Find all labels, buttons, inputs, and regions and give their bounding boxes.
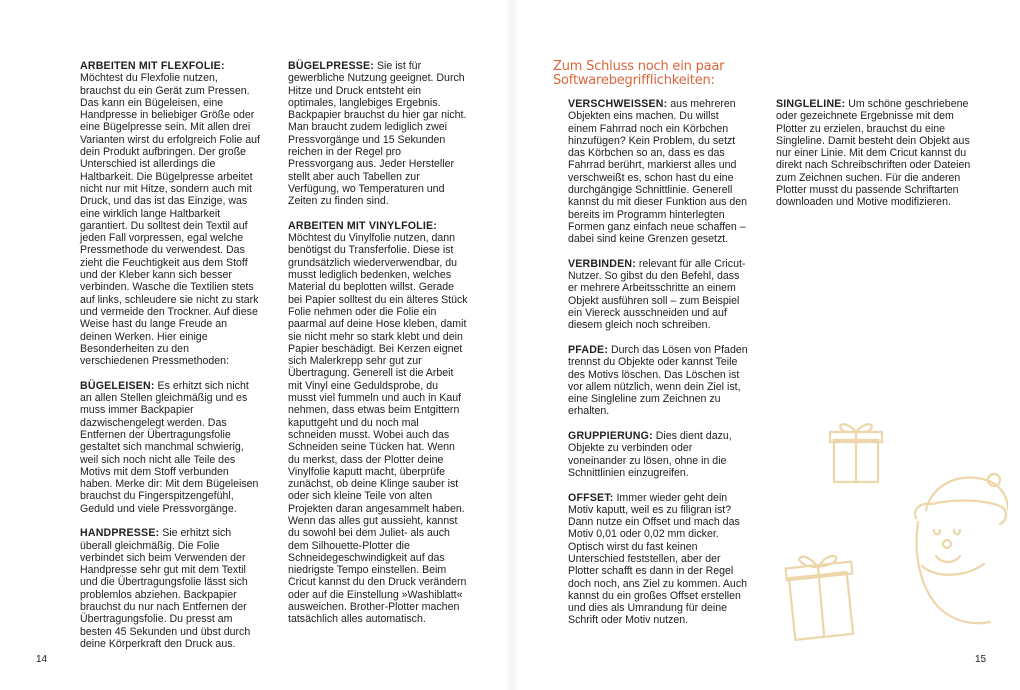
term-label: VERBINDEN: — [568, 257, 636, 270]
right-page-column-1 — [568, 98, 748, 627]
term-label: BÜGELEISEN: — [80, 379, 155, 392]
term-label: SINGLELINE: — [776, 98, 846, 110]
term-label: PFADE: — [568, 343, 609, 356]
glossary-verschweissen — [568, 98, 748, 246]
page-number-right: 15 — [975, 654, 987, 665]
glossary-verbinden — [568, 258, 748, 332]
glossary-gruppierung — [568, 430, 748, 479]
paragraph-flexfolie — [80, 60, 260, 367]
term-label: GRUPPIERUNG: — [568, 430, 653, 443]
paragraph-text: Möchtest du Vinylfolie nutzen, dann benötigst du Transferfolie. Diese ist grundsätzlich wiederverwendbar, du musst lediglich bedenken, welches Material du beplotten willst. Gerade bei Papier solltest du ein älteres Stück Folie nehmen oder die Folie ein paarmal auf deine Hose kleben, damit sie nicht mehr so stark klebt und dein Papier beschädigt. Bei Kerzen eignet sich Malerkrepp sehr gut zur Übertragung. Generell ist die Arbeit mit Vinyl eine Geduldsprobe, du musst viel fummeln und auch in Kauf nehmen, dass etwas beim Entgittern kaputtgeht und du noch mal schneiden musst. Wobei auch das Schneiden seine Tücken hat. Wenn du merkst, dass der Plotter deine Vinylfolie kaputt macht, überprüfe zunächst, ob deine Klinge sauber ist oder sich kleine Teile von alten Projekten daran angesammelt haben. Wenn das alles gut aussieht, kannst du sowohl bei dem Juliet- als auch dem Silhouette-Plotter die Schneidegeschwindigkeit auf das niedrigste Tempo einstellen. Beim Cricut kannst du den Druck verändern oder auf die Einstellung »Washiblatt« ausweichen. Brother-Plotter machen tatsächlich alles automatisch. — [288, 232, 468, 626]
left-page-column-1 — [80, 60, 260, 650]
glossary-singleline — [776, 98, 976, 209]
term-label: BÜGELPRESSE: — [288, 60, 374, 72]
paragraph-vinylfolie — [288, 220, 468, 626]
section-heading: Zum Schluss noch ein paar Softwarebegrifflichkeiten: — [553, 59, 725, 88]
paragraph-buegeleisen — [80, 380, 260, 515]
glossary-offset — [568, 492, 748, 627]
paragraph-text: Sie erhitzt sich überall gleichmäßig. Die Folie verbindet sich beim Verwenden der Handpresse sehr gut mit dem Textil und die Übertragungsfolie lässt sich problemlos abziehen. Backpapier brauchst du nur nach Entfernen der Übertragungsfolie. Du presst am besten 45 Sekunden und übst durch deine Körperkraft den Druck aus. — [80, 527, 251, 650]
santa-face-icon — [908, 470, 1008, 630]
paragraph-text: relevant für alle Cricut-Nutzer. So gibst du den Befehl, dass er mehrere Arbeitsschritte an einem Objekt ausführen soll – zum Beispiel ein Viereck ausschneiden und auf diesem gleich noch schreiben. — [568, 257, 746, 332]
paragraph-text: Dies dient dazu, Objekte zu verbinden oder voneinander zu lösen, ohne in die Schnittlinien einzugreifen. — [568, 430, 732, 479]
term-label: ARBEITEN MIT FLEXFOLIE: — [80, 60, 225, 72]
glossary-pfade — [568, 344, 748, 418]
paragraph-text: Immer wieder geht dein Motiv kaputt, weil es zu filigran ist? Dann nutze ein Offset und mach das Motiv 0,01 oder 0,02 mm dicker. Optisch wirst du fast keinen Unterschied feststellen, aber der Plotter schafft es dann in der Regel doch noch, ans Ziel zu kommen. Auch kannst du ein großes Offset erstellen und dies als Umrandung für deine Schrift oder Motiv nutzen. — [568, 491, 748, 627]
term-label: VERSCHWEISSEN: — [568, 98, 668, 110]
gift-box-small-icon — [826, 418, 886, 486]
paragraph-text: Es erhitzt sich nicht an allen Stellen gleichmäßig und es muss immer Backpapier dazwischengelegt werden. Das Entfernen der Übertragungsfolie gestaltet sich manchmal schwierig, weil sich noch nicht alle Teile des Motivs mit dem Stoff verbunden haben. Merke dir: Mit dem Bügeleisen brauchst du Fingerspitzengefühl, Geduld und viele Pressvorgänge. — [80, 379, 259, 515]
page-gutter — [505, 0, 519, 690]
paragraph-text: Durch das Lösen von Pfaden trennst du Objekte oder kannst Teile des Motivs löschen. Das Löschen ist vor allem nützlich, wenn dein Ziel ist, eine Singleline zum Zeichnen zu erhalten. — [568, 343, 748, 418]
paragraph-text: Sie ist für gewerbliche Nutzung geeignet. Durch Hitze und Druck entsteht ein optimales, langlebiges Ergebnis. Backpapier brauchst du hier gar nicht. Man braucht zudem lediglich zwei Pressvorgänge und 15 Sekunden reichen in der Regel pro Pressvorgang aus. Jeder Hersteller stellt aber auch Tabellen zur Verfügung, wo Temperaturen und Zeiten zu finden sind. — [288, 60, 467, 208]
page-number-left: 14 — [36, 654, 48, 665]
right-page-column-2 — [776, 98, 976, 209]
left-page-column-2 — [288, 60, 468, 626]
paragraph-text: aus mehreren Objekten eins machen. Du willst einem Fahrrad noch ein Körbchen hinzufügen? Kein Problem, du setzt das Körbchen so an, dass es das Fahrrad berührt, markierst alles und verschweißt es, schon hast du eine durchgängige Schnittlinie. Generell kannst du mit dieser Funktion aus den bereits im Programm hinterlegten Formen ganz einfach neue schaffen – dabei sind keine Grenzen gesetzt. — [568, 98, 748, 246]
paragraph-handpresse — [80, 527, 260, 650]
paragraph-text: Möchtest du Flexfolie nutzen, brauchst du ein Gerät zum Pressen. Das kann ein Bügeleisen, eine Handpresse in beliebiger Größe oder eine Bügelpresse sein. Mit allen drei Varianten wirst du erfolgreich Folie auf dein Produkt aufbringen. Der große Unterschied ist allerdings die Haltbarkeit. Die Bügelpresse arbeitet nicht nur mit Hitze, sondern auch mit Druck, und das ist das Einzige, was eine wirklich lange Haltbarkeit garantiert. Du solltest dein Textil auf jeden Fall vorpressen, egal welche Pressmethode du verwendest. Das zieht die Feuchtigkeit aus dem Stoff und der Kleber kann sich besser verbinden. Wasche die Textilien stets auf links, schleudere sie nicht zu stark und vermeide den Trockner. Auf diese Weise hast du lange Freude an deinen Werken. Hier einige Besonderheiten zu den verschiedenen Pressmethoden: — [80, 72, 260, 368]
gift-box-large-icon — [782, 545, 862, 643]
term-label: HANDPRESSE: — [80, 527, 160, 540]
paragraph-buegelpresse — [288, 60, 468, 208]
term-label: ARBEITEN MIT VINYLFOLIE: — [288, 219, 437, 232]
paragraph-text: Um schöne geschriebene oder gezeichnete Ergebnisse mit dem Plotter zu erzielen, brauchst du eine Singleline. Damit besteht dein Objekt aus nur einer Linie. Mit dem Cricut kannst du direkt nach Schreibschriften oder Dateien zum Zeichnen suchen. Für die anderen Plotter musst du passende Schriftarten downloaden und Motive modifizieren. — [776, 98, 971, 209]
term-label: OFFSET: — [568, 491, 614, 504]
